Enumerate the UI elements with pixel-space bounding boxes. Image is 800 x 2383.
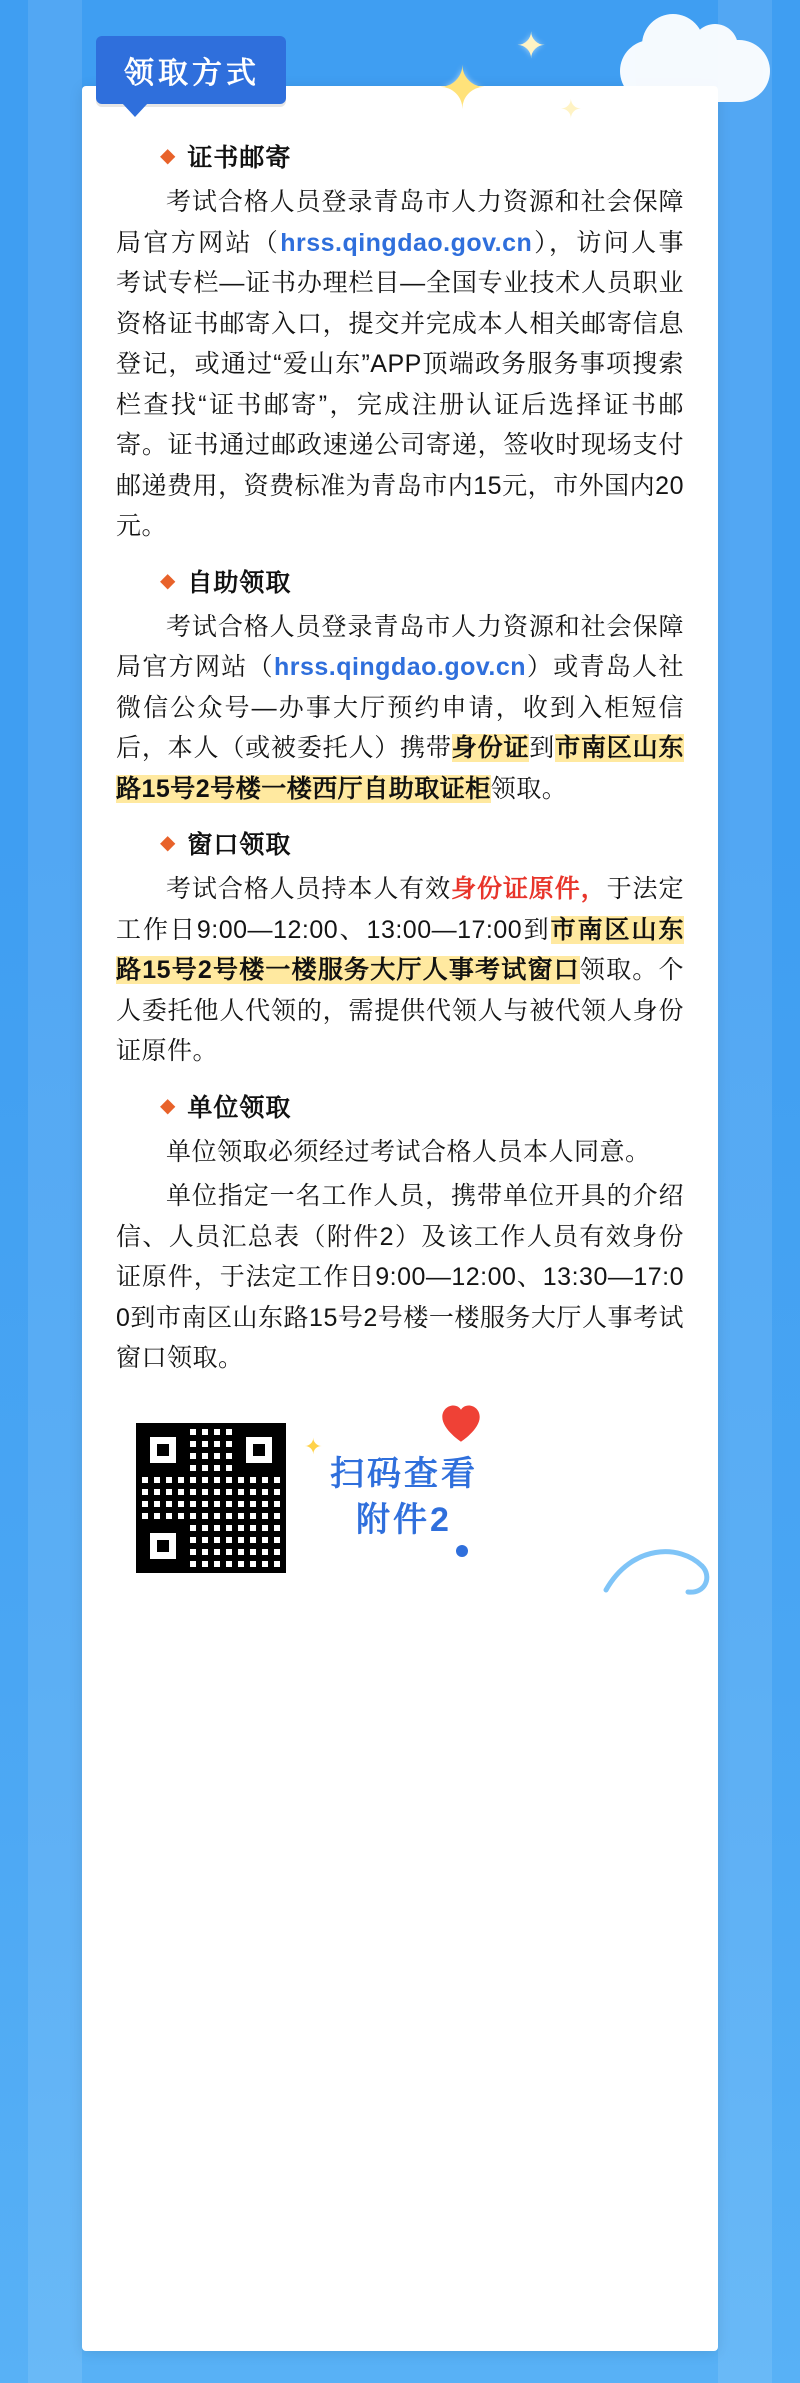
sparkle-icon: ✦ bbox=[516, 25, 547, 66]
text-run: 领取。 bbox=[490, 774, 568, 803]
section-bullet-label: 单位领取 bbox=[187, 1093, 292, 1122]
sparkle-icon: ✦ bbox=[438, 56, 487, 121]
cloud-decoration bbox=[620, 40, 770, 102]
qr-code-icon[interactable] bbox=[136, 1423, 286, 1573]
section-bullet-label: 窗口领取 bbox=[187, 831, 292, 859]
text-run: 到 bbox=[529, 734, 556, 762]
text-run: 考试合格人员登录青岛市人力资源和社会保障局官方网站（ bbox=[116, 188, 684, 257]
inline-url[interactable]: hrss.qingdao.gov.cn bbox=[273, 653, 527, 681]
content-card bbox=[82, 86, 718, 2351]
section-heading-label: 领取方式 bbox=[96, 36, 286, 104]
text-run: 于法定工作日9:00—12:00、13:00—17:00到 bbox=[116, 875, 684, 944]
sparkle-icon: ✦ bbox=[560, 94, 582, 124]
decorative-rail-right bbox=[718, 0, 772, 2383]
qr-caption bbox=[304, 1433, 478, 1544]
text-run: 考试合格人员登录青岛市人力资源和社会保障局官方网站（ bbox=[116, 612, 684, 681]
inline-url[interactable]: hrss.qingdao.gov.cn bbox=[280, 228, 533, 257]
paragraph bbox=[116, 607, 684, 810]
highlighted-text: 市南区山东路15号2号楼一楼服务大厅人事考试窗口 bbox=[116, 915, 684, 984]
section-bullet bbox=[116, 563, 684, 599]
section-bullet-label: 自助领取 bbox=[187, 568, 292, 597]
heart-icon bbox=[438, 1400, 484, 1446]
section-bullet bbox=[116, 825, 684, 861]
swoosh-decoration bbox=[602, 1540, 722, 1610]
section-heading bbox=[96, 36, 286, 104]
diamond-icon: ◆ bbox=[160, 832, 176, 854]
section-bullet bbox=[116, 138, 684, 174]
dot-decoration bbox=[456, 1545, 468, 1557]
sparkle-icon: ✦ bbox=[304, 1433, 323, 1459]
text-run: 领取。个人委托他人代领的，需提供代领人与被代领人身份证原件。 bbox=[116, 956, 684, 1065]
diamond-icon: ◆ bbox=[160, 1094, 176, 1117]
section-bullet-label: 证书邮寄 bbox=[187, 144, 292, 172]
diamond-icon: ◆ bbox=[160, 569, 176, 592]
highlighted-text: 市南区山东路15号2号楼一楼西厅自助取证柜 bbox=[116, 734, 684, 803]
article-body bbox=[82, 86, 718, 1379]
paragraph bbox=[116, 1132, 684, 1173]
qr-eye bbox=[238, 1429, 280, 1471]
text-run: ），访问人事考试专栏—证书办理栏目—全国专业技术人员职业资格证书邮寄入口，提交并完成本人相关邮寄信息登记，或通过“爱山东”APP顶端政务服务事项搜索栏查找“证书邮寄”，完成注册认证后选择证书邮寄。证书通过邮政速递公司寄递，签收时现场支付邮递费用，资费标准为青岛市内15元，市外国内20元。 bbox=[116, 228, 684, 540]
section-bullet bbox=[116, 1088, 684, 1124]
decorative-rail-left bbox=[28, 0, 82, 2383]
paragraph bbox=[116, 869, 684, 1072]
text-run: 单位指定一名工作人员，携带单位开具的介绍信、人员汇总表（附件2）及该工作人员有效身份证原件，于法定工作日9:00—12:00、13:30—17:00到市南区山东路15号2号楼一楼服务大厅人事考试窗口领取。 bbox=[116, 1182, 684, 1372]
qr-eye bbox=[142, 1429, 184, 1471]
paragraph bbox=[116, 182, 684, 547]
diamond-icon: ◆ bbox=[160, 145, 176, 167]
qr-eye bbox=[142, 1525, 184, 1567]
paragraph bbox=[116, 1176, 684, 1379]
alert-text: 身份证原件， bbox=[451, 875, 607, 903]
highlighted-text: 身份证 bbox=[451, 734, 530, 762]
qr-caption-line1: 扫码查看 bbox=[330, 1454, 478, 1493]
qr-caption-line2: 附件2 bbox=[356, 1500, 452, 1539]
text-run: 考试合格人员持本人有效 bbox=[166, 875, 452, 903]
text-run: 单位领取必须经过考试合格人员本人同意。 bbox=[166, 1137, 651, 1166]
text-run: ）或青岛人社微信公众号—办事大厅预约申请，收到入柜短信后，本人（或被委托人）携带 bbox=[116, 653, 684, 762]
